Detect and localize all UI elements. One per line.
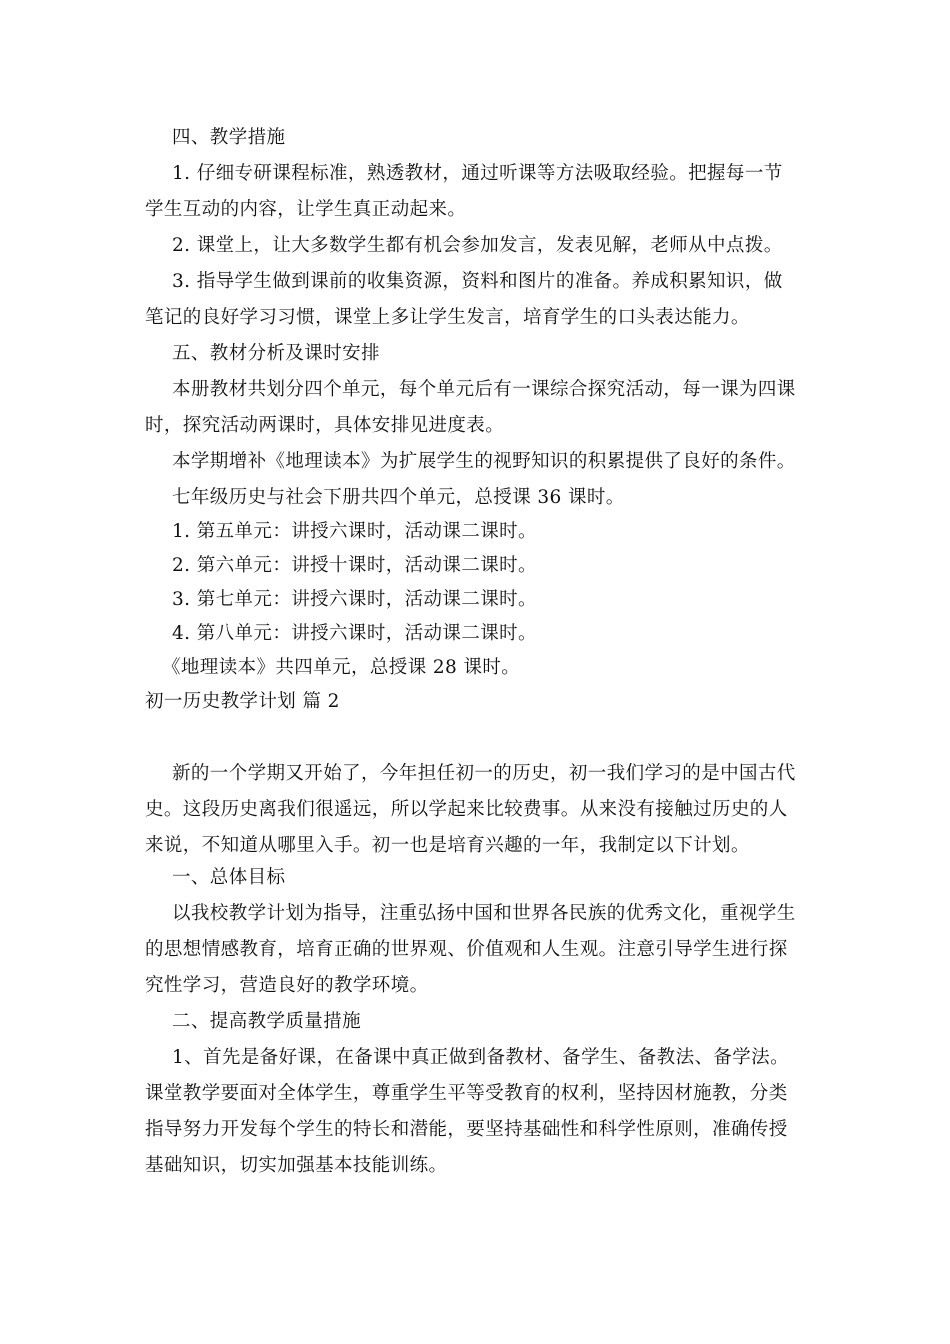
- paragraph-line: 《地理读本》共四单元，总授课 28 课时。: [162, 657, 521, 678]
- paragraph-line: 新的一个学期又开始了，今年担任初一的历史，初一我们学习的是中国古代: [172, 763, 796, 784]
- paragraph-line: 的思想情感教育，培育正确的世界观、价值观和人生观。注意引导学生进行探: [145, 939, 788, 960]
- paragraph-line: 笔记的良好学习习惯，课堂上多让学生发言，培育学生的口头表达能力。: [145, 307, 750, 328]
- section-heading-teaching-measures: 四、教学措施: [172, 127, 286, 148]
- paragraph-line: 2. 课堂上，让大多数学生都有机会参加发言，发表见解，老师从中点拨。: [172, 235, 783, 256]
- paragraph-line: 本学期增补《地理读本》为扩展学生的视野知识的积累提供了良好的条件。: [172, 451, 796, 472]
- paragraph-line: 时，探究活动两课时，具体安排见进度表。: [145, 415, 505, 436]
- paragraph-line: 学生互动的内容，让学生真正动起来。: [145, 199, 467, 220]
- paragraph-line: 1. 仔细专研课程标准，熟透教材，通过听课等方法吸取经验。把握每一节: [172, 163, 783, 184]
- list-item: 3. 第七单元：讲授六课时，活动课二课时。: [172, 589, 537, 610]
- paragraph-line: 究性学习，营造良好的教学环境。: [145, 975, 429, 996]
- paragraph-line: 七年级历史与社会下册共四个单元，总授课 36 课时。: [172, 487, 625, 508]
- article-title: 初一历史教学计划 篇 2: [145, 691, 340, 712]
- section-heading-overall-goal: 一、总体目标: [172, 867, 286, 888]
- paragraph-line: 1、首先是备好课，在备课中真正做到备教材、备学生、备教法、备学法。: [172, 1047, 789, 1068]
- section-heading-quality-measures: 二、提高教学质量措施: [172, 1011, 362, 1032]
- list-item: 4. 第八单元：讲授六课时，活动课二课时。: [172, 623, 537, 644]
- paragraph-line: 史。这段历史离我们很遥远，所以学起来比较费事。从来没有接触过历史的人: [145, 799, 788, 820]
- list-item: 2. 第六单元：讲授十课时，活动课二课时。: [172, 555, 537, 576]
- paragraph-line: 基础知识，切实加强基本技能训练。: [145, 1155, 448, 1176]
- section-heading-material-analysis: 五、教材分析及课时安排: [172, 343, 380, 364]
- paragraph-line: 本册教材共划分四个单元，每个单元后有一课综合探究活动，每一课为四课: [172, 379, 796, 400]
- paragraph-line: 3. 指导学生做到课前的收集资源，资料和图片的准备。养成积累知识，做: [172, 271, 783, 292]
- list-item: 1. 第五单元：讲授六课时，活动课二课时。: [172, 521, 537, 542]
- paragraph-line: 来说，不知道从哪里入手。初一也是培育兴趣的一年，我制定以下计划。: [145, 835, 750, 856]
- paragraph-line: 指导努力开发每个学生的特长和潜能，要坚持基础性和科学性原则，准确传授: [145, 1119, 788, 1140]
- paragraph-line: 以我校教学计划为指导，注重弘扬中国和世界各民族的优秀文化，重视学生: [172, 903, 796, 924]
- paragraph-line: 课堂教学要面对全体学生，尊重学生平等受教育的权利，坚持因材施教，分类: [145, 1083, 788, 1104]
